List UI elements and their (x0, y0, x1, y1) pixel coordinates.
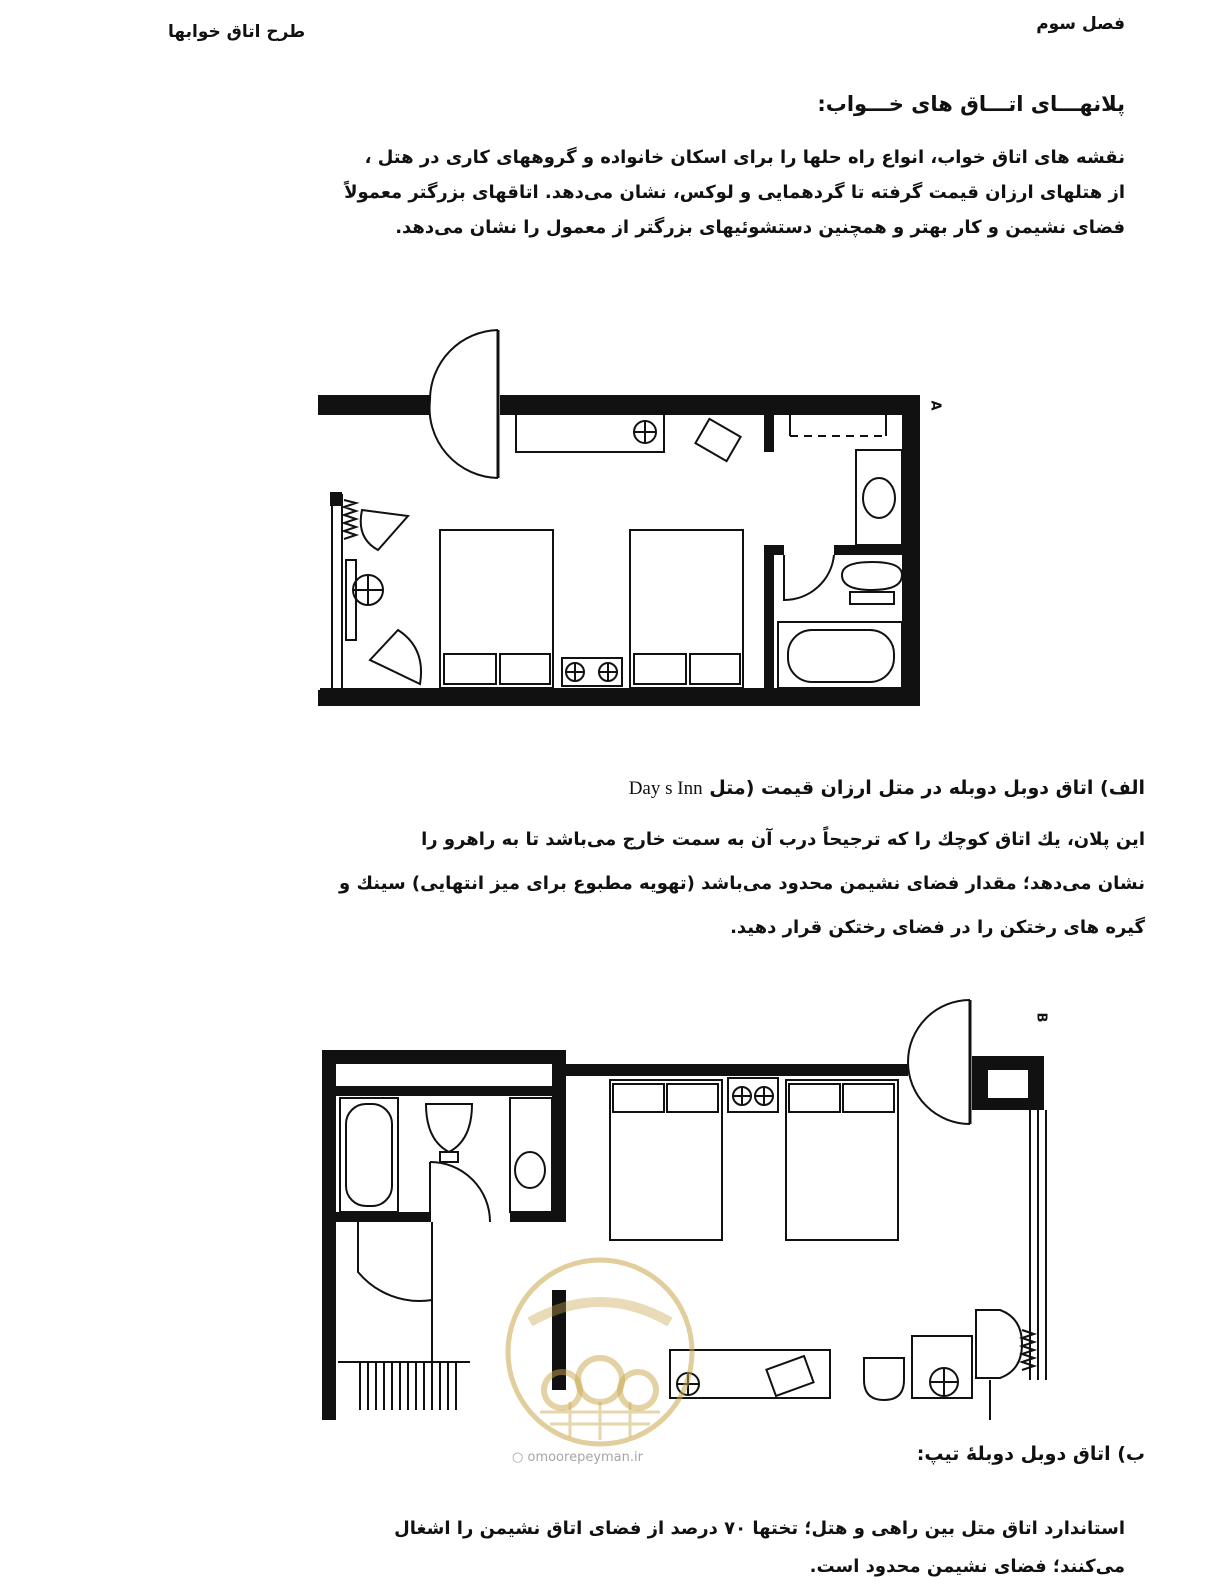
para-a-line: گیره های رختکن را در فضای رختکن قرار دهید. (730, 917, 1145, 938)
para-a-line: این پلان، یك اتاق کوچك را که ترجیحاً درب آن به سمت خارج می‌باشد تا به راهرو را (421, 829, 1145, 850)
para-a-line: نشان می‌دهد؛ مقدار فضای نشیمن محدود می‌باشد (تهویه مطبوع برای میز انتهایی) سینك و (339, 873, 1145, 894)
watermark (500, 1252, 700, 1452)
section-title: طرح اتاق خوابها (168, 22, 306, 42)
paragraph-b (165, 1510, 1125, 1586)
plan-b-marker: B (1033, 1012, 1049, 1023)
intro-line: فضای نشیمن و کار بهتر و همچنین دستشوئیهای بزرگتر از معمول را نشان می‌دهد. (395, 217, 1125, 238)
para-b-line: می‌کنند؛ فضای نشیمن محدود است. (809, 1556, 1125, 1577)
floor-plan-a (300, 320, 960, 720)
intro-line: نقشه های اتاق خواب، انواع راه حلها را برای اسکان خانواده و گروههای کاری در هتل ، (364, 147, 1125, 168)
caption-a (629, 777, 1145, 800)
watermark-site-text: omoorepeyman.ir (527, 1450, 643, 1465)
caption-b: ب) اتاق دوبل دوبلهٔ تیپ: (916, 1443, 1145, 1465)
chapter-label: فصل سوم (1036, 14, 1125, 34)
intro-line: از هتلهای ارزان قیمت گرفته تا گردهمایی و لوکس، نشان می‌دهد. اتاقهای بزرگتر معمولاً (344, 182, 1125, 203)
paragraph-a (185, 818, 1145, 950)
para-b-line: استاندارد اتاق متل بین راهی و هتل؛ تختها ۷۰ درصد از فضای اتاق نشیمن را اشغال (394, 1518, 1125, 1539)
page-heading: پلانهـــای اتـــاق های خـــواب: (817, 92, 1125, 116)
watermark-logo (500, 1252, 700, 1452)
caption-a-text: الف) اتاق دوبل دوبله در متل ارزان قیمت (متل (709, 777, 1145, 799)
plan-a-marker: A (927, 400, 943, 411)
caption-a-latin: Day s Inn (628, 778, 703, 799)
watermark-site: ○ omoorepeyman.ir (512, 1450, 643, 1465)
intro-paragraph (165, 140, 1125, 245)
